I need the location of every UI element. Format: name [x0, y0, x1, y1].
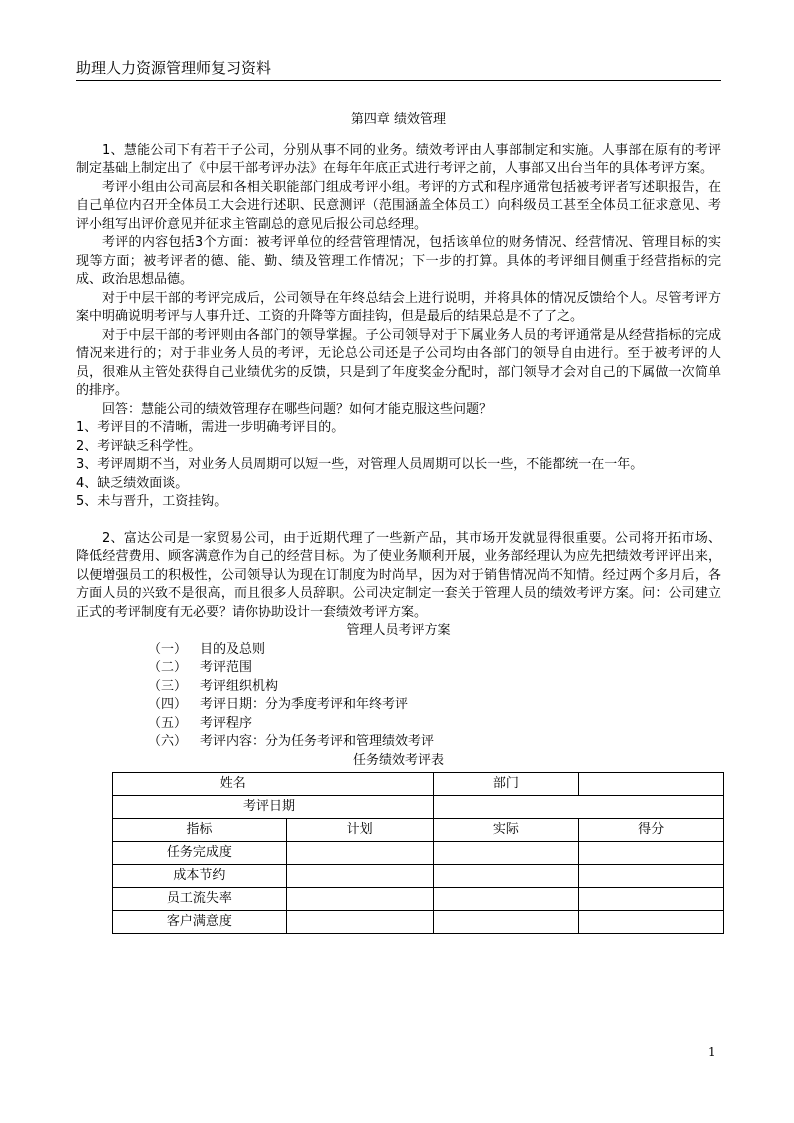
row-label: 成本节约	[113, 865, 287, 888]
task-performance-table	[112, 772, 724, 934]
table-cell	[286, 842, 433, 865]
header-title: 助理人力资源管理师复习资料	[76, 59, 272, 77]
page-header	[76, 58, 721, 81]
table-cell	[433, 865, 579, 888]
table-row	[113, 773, 724, 796]
department-value-cell	[579, 773, 724, 796]
plan-item-text: 考评组织机构	[200, 678, 279, 694]
answer-5: 5、未与晋升，工资挂钩。	[76, 494, 228, 509]
table-cell	[579, 888, 724, 911]
document-body	[76, 111, 721, 934]
section-gap	[76, 512, 721, 530]
column-header: 计划	[286, 819, 433, 842]
table-cell	[579, 911, 724, 934]
answer-2: 2、考评缺乏科学性。	[76, 438, 202, 454]
case1-paragraph-3: 考评的内容包括3个方面：被考评单位的经营管理情况，包括该单位的财务情况、经营情况、管理目标的实现等方面；被考评者的德、能、勤、绩及管理工作情况；下一步的打算。具体的考评细目侧重于经营指标的完成、政治思想品德。	[76, 235, 721, 287]
case1-paragraph-5: 对于中层干部的考评则由各部门的领导掌握。子公司领导对于下属业务人员的考评通常是从经营指标的完成情况来进行的；对于非业务人员的考评，无论总公司还是子公司均由各部门的领导自由进行。至于被考评的人员，很难从主管处获得自己业绩优劣的反馈，只是到了年度奖金分配时，部门领导才会对自己的下属做一次简单的排序。	[76, 327, 721, 398]
table-row	[113, 842, 724, 865]
plan-item-number: （四）	[148, 697, 188, 712]
row-label: 任务完成度	[113, 842, 287, 865]
plan-item	[148, 641, 721, 660]
plan-item-text: 目的及总则	[200, 641, 266, 657]
column-header: 得分	[579, 819, 724, 842]
row-label: 员工流失率	[113, 888, 287, 911]
plan-item	[148, 659, 721, 678]
date-label-cell: 考评日期	[113, 796, 434, 819]
case2-paragraph: 2、富达公司是一家贸易公司，由于近期代理了一些新产品，其市场开发就显得很重要。公司将开拓市场、降低经营费用、顾客满意作为自己的经营目标。为了使业务顺利开展，业务部经理认为应先把绩效考评评出来，以便增强员工的积极性，公司领导认为现在订制度为时尚早，因为对于销售情况尚不知情。经过两个多月后，各方面人员的兴致不是很高，而且很多人员辞职。公司决定制定一套关于管理人员的绩效考评方案。问：公司建立正式的考评制度有无必要？请你协助设计一套绩效考评方案。	[76, 530, 721, 620]
table-row	[113, 865, 724, 888]
plan-item-text: 考评范围	[200, 660, 253, 675]
case1-paragraph-4: 对于中层干部的考评完成后，公司领导在年终总结会上进行说明，并将具体的情况反馈给个人。尽管考评方案中明确说明考评与人事升迁、工资的升降等方面挂钩，但是最后的结果总是不了了之。	[76, 290, 721, 324]
table-cell	[433, 911, 579, 934]
plan-item-number: （五）	[148, 715, 188, 731]
table-header-row	[113, 819, 724, 842]
column-header: 指标	[113, 819, 287, 842]
plan-item-number: （六）	[148, 734, 188, 749]
row-label: 客户满意度	[113, 911, 287, 934]
table-cell	[286, 888, 433, 911]
case1-paragraph-1: 1、慧能公司下有若干子公司，分别从事不同的业务。绩效考评由人事部制定和实施。人事部在原有的考评制定基础上制定出了《中层干部考评办法》在每年年底正式进行考评之前，人事部又出台当年的具体考评方案。	[76, 142, 721, 176]
plan-item-number: （三）	[148, 678, 188, 694]
plan-title: 管理人员考评方案	[346, 623, 451, 638]
case1-question: 回答：慧能公司的绩效管理存在哪些问题？如何才能克服这些问题？	[102, 401, 493, 417]
plan-items	[76, 641, 721, 752]
department-label-cell: 部门	[433, 773, 579, 796]
plan-item	[148, 696, 721, 715]
answer-3: 3、考评周期不当，对业务人员周期可以短一些，对管理人员周期可以长一些，不能都统一在一年。	[76, 457, 644, 472]
case1-paragraph-2: 考评小组由公司高层和各相关职能部门组成考评小组。考评的方式和程序通常包括被考评者写述职报告，在自己单位内召开全体员工大会进行述职、民意测评（范围涵盖全体员工）向科级员工甚至全体员工征求意见、考评小组写出评价意见并征求主管副总的意见后报公司总经理。	[76, 179, 721, 232]
table-cell	[286, 865, 433, 888]
plan-item	[148, 678, 721, 697]
table-title: 任务绩效考评表	[352, 752, 444, 768]
table-row	[113, 911, 724, 934]
plan-item-number: （一）	[148, 641, 188, 657]
answer-1: 1、考评目的不清晰，需进一步明确考评目的。	[76, 420, 345, 435]
table-row	[113, 796, 724, 819]
table-cell	[579, 842, 724, 865]
plan-item-text: 考评内容：分为任务考评和管理绩效考评	[200, 734, 435, 749]
plan-item	[148, 715, 721, 734]
date-value-cell	[433, 796, 723, 819]
column-header: 实际	[433, 819, 579, 842]
table-cell	[286, 911, 433, 934]
plan-item-number: （二）	[148, 660, 188, 675]
page-number: 1	[708, 1045, 716, 1059]
table-row	[113, 888, 724, 911]
plan-item	[148, 733, 721, 752]
table-cell	[579, 865, 724, 888]
table-cell	[433, 842, 579, 865]
table-cell	[433, 888, 579, 911]
chapter-title: 第四章 绩效管理	[350, 112, 447, 127]
name-label-cell: 姓名	[113, 773, 434, 796]
plan-item-text: 考评日期：分为季度考评和年终考评	[200, 697, 409, 712]
plan-item-text: 考评程序	[200, 715, 253, 731]
answer-4: 4、缺乏绩效面谈。	[76, 475, 189, 491]
